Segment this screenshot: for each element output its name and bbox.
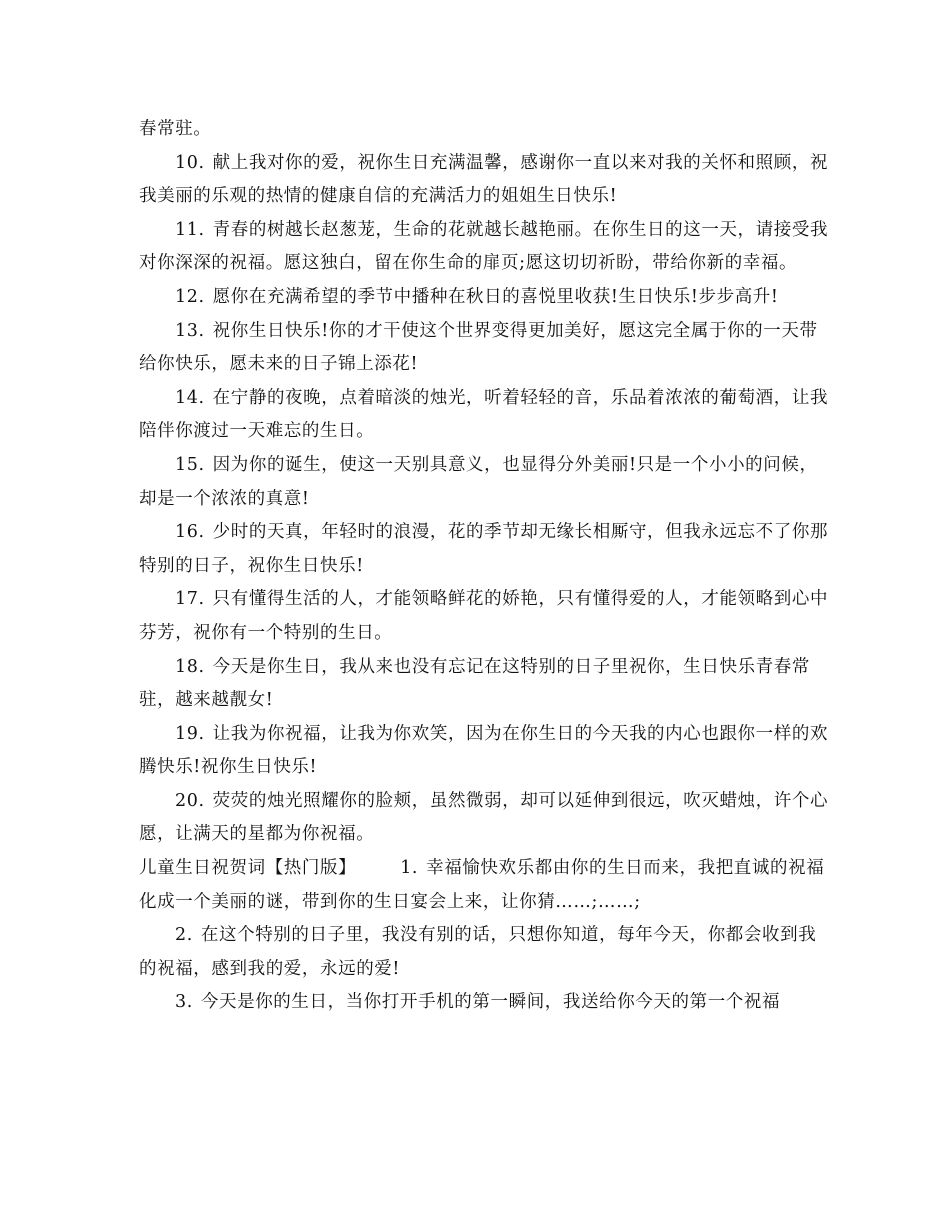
wish-text: 今天是你的生日，当你打开手机的第一瞬间，我送给你今天的第一个祝福 [200, 992, 781, 1013]
wish-item-14 [139, 382, 829, 449]
wish-number: 2. [175, 925, 193, 946]
wish-item-18 [139, 651, 829, 718]
continuation-paragraph [139, 113, 829, 147]
wish-item-13 [139, 315, 829, 382]
wish-text: 青春的树越长赵葱茏，生命的花就越长越艳丽。在你生日的这一天，请接受我对你深深的祝福。愿这独白，留在你生命的扉页;愿这切切祈盼，带给你新的幸福。 [139, 219, 829, 274]
wish-item-12 [139, 281, 829, 315]
document-body [139, 113, 829, 1020]
wish-item-11 [139, 214, 829, 281]
wish-text: 祝你生日快乐!你的才干使这个世界变得更加美好，愿这完全属于你的一天带给你快乐，愿未来的日子锦上添花! [139, 320, 818, 375]
wish-text: 今天是你生日，我从来也没有忘记在这特别的日子里祝你，生日快乐青春常驻，越来越靓女! [139, 656, 810, 711]
wish-item-19 [139, 718, 829, 785]
wish-item-10 [139, 147, 829, 214]
wish-text: 幸福愉快欢乐都由你的生日而来，我把直诚的祝福化成一个美丽的谜，带到你的生日宴会上来，让你猜……;……; [139, 858, 825, 912]
wish-number: 13. [175, 320, 205, 341]
wish-item-17 [139, 583, 829, 650]
wish-item-16 [139, 516, 829, 583]
wish-item-3 [139, 986, 829, 1020]
wish-number: 18. [175, 656, 205, 677]
wish-item-2 [139, 919, 829, 986]
wish-text: 荧荧的烛光照耀你的脸颊，虽然微弱，却可以延伸到很远，吹灭蜡烛，许个心愿，让满天的星都为你祝福。 [139, 790, 829, 845]
wish-number: 17. [175, 589, 205, 610]
wish-item-15 [139, 449, 829, 516]
wish-text: 让我为你祝福，让我为你欢笑，因为在你生日的今天我的内心也跟你一样的欢腾快乐!祝你生日快乐! [139, 723, 829, 778]
wish-text: 在这个特别的日子里，我没有别的话，只想你知道，每年今天，你都会收到我的祝福，感到我的爱，永远的爱! [139, 925, 817, 979]
wish-number: 14. [175, 387, 205, 408]
wish-text: 在宁静的夜晚，点着暗淡的烛光，听着轻轻的音，乐品着浓浓的葡萄酒，让我陪伴你渡过一天难忘的生日。 [139, 387, 829, 442]
wish-number: 20. [175, 790, 205, 811]
wish-text: 因为你的诞生，使这一天别具意义，也显得分外美丽!只是一个小小的问候，却是一个浓浓的真意! [139, 454, 818, 509]
section-heading: 儿童生日祝贺词【热门版】 [139, 858, 357, 879]
wish-number: 19. [175, 723, 205, 744]
wish-number: 1. [400, 858, 419, 879]
wish-number: 10. [175, 152, 205, 173]
wish-number: 3. [175, 992, 193, 1013]
wish-text: 少时的天真，年轻时的浪漫，花的季节却无缘长相厮守，但我永远忘不了你那特别的日子，祝你生日快乐! [139, 522, 829, 576]
wish-text: 献上我对你的爱，祝你生日充满温馨，感谢你一直以来对我的关怀和照顾，祝我美丽的乐观的热情的健康自信的充满活力的姐姐生日快乐! [139, 152, 829, 207]
wish-item-20 [139, 785, 829, 852]
wish-number: 15. [175, 454, 205, 475]
wish-number: 12. [175, 286, 205, 307]
section-paragraph [139, 852, 829, 919]
wish-number: 11. [175, 219, 205, 240]
wish-text: 只有懂得生活的人，才能领略鲜花的娇艳，只有懂得爱的人，才能领略到心中芬芳，祝你有一个特别的生日。 [139, 589, 829, 643]
wish-text: 愿你在充满希望的季节中播种在秋日的喜悦里收获!生日快乐!步步高升! [212, 286, 779, 307]
wish-number: 16. [175, 522, 205, 543]
continuation-text: 春常驻。 [139, 119, 212, 139]
